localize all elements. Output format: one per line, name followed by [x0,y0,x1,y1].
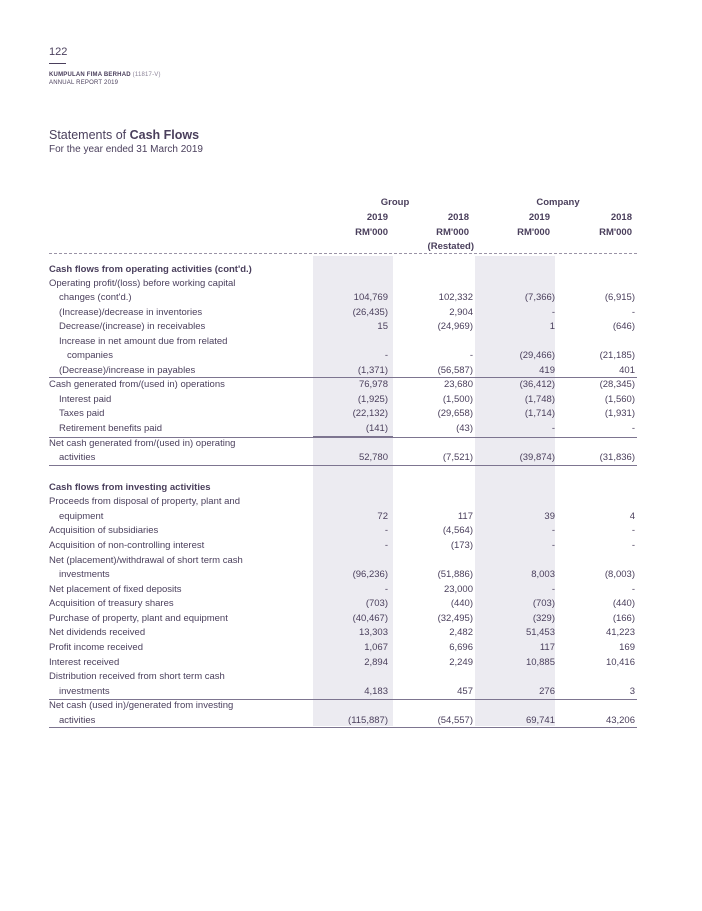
row-value: (32,495) [437,613,473,624]
row-label: Proceeds from disposal of property, plant and [49,496,240,507]
row-value: 10,885 [525,657,555,668]
row-value: (7,521) [442,452,473,463]
row-label: (Decrease)/increase in payables [59,365,196,376]
year-header: 2018 [447,212,469,223]
row-value: 2,249 [449,657,473,668]
row-value: - [631,584,635,595]
row-label: Acquisition of non-controlling interest [49,540,205,551]
row-value: 117 [539,642,555,653]
row-value: 419 [539,365,555,376]
row-value: - [384,350,388,361]
row-label: Retirement benefits paid [59,423,162,434]
row-value: 13,303 [358,627,388,638]
table-rule [49,699,637,700]
row-value: (141) [365,423,388,434]
row-value: (28,345) [599,379,635,390]
row-value: 169 [619,642,635,653]
row-value: (4,564) [442,525,473,536]
row-label: Increase in net amount due from related [59,336,228,347]
row-label: Acquisition of subsidiaries [49,525,159,536]
row-value: - [631,525,635,536]
unit-header: RM'000 [517,227,550,238]
row-value: 4,183 [364,686,388,697]
row-value: - [469,350,473,361]
row-value: (440) [450,598,473,609]
row-label: investments [59,569,110,580]
report-header [49,71,161,87]
page-subtitle: For the year ended 31 March 2019 [49,144,203,155]
row-label: Profit income received [49,642,143,653]
row-value: (8,003) [604,569,635,580]
row-value: 276 [539,686,555,697]
row-value: 117 [457,511,473,522]
row-label: activities [59,715,96,726]
page-title [49,128,199,142]
row-value: - [551,423,555,434]
row-label: Interest received [49,657,120,668]
page-number-rule [49,63,66,64]
row-value: 1,067 [364,642,388,653]
row-value: (1,371) [357,365,388,376]
row-label: Net placement of fixed deposits [49,584,182,595]
table-rule [49,465,637,466]
row-value: (21,185) [599,350,635,361]
row-value: 104,769 [353,292,388,303]
row-label: Purchase of property, plant and equipment [49,613,228,624]
row-value: 15 [377,321,388,332]
row-value: (29,466) [519,350,555,361]
row-value: 4 [629,511,635,522]
row-value: (39,874) [519,452,555,463]
row-label: Net dividends received [49,627,146,638]
row-value: (703) [532,598,555,609]
row-value: (703) [365,598,388,609]
row-value: (29,658) [437,408,473,419]
row-value: 72 [377,511,388,522]
row-value: (22,132) [352,408,388,419]
restated-note: (Restated) [427,241,474,252]
row-value: - [551,540,555,551]
row-label: Decrease/(increase) in receivables [59,321,206,332]
row-value: 39 [544,511,555,522]
row-label: companies [67,350,113,361]
row-value: (36,412) [519,379,555,390]
row-value: 52,780 [358,452,388,463]
row-label: Distribution received from short term cash [49,671,225,682]
row-value: (1,560) [604,394,635,405]
row-value: 76,978 [358,379,388,390]
row-value: (166) [612,613,635,624]
row-value: - [551,584,555,595]
row-value: (54,557) [437,715,473,726]
row-value: (1,931) [604,408,635,419]
table-rule [313,436,393,437]
row-value: (1,925) [357,394,388,405]
row-value: (26,435) [352,307,388,318]
row-label: (Increase)/decrease in inventories [59,307,203,318]
row-label: activities [59,452,96,463]
row-label: Net cash generated from/(used in) operating [49,438,236,449]
report-name: ANNUAL REPORT 2019 [49,80,119,86]
row-value: (31,836) [599,452,635,463]
row-value: 457 [457,686,473,697]
row-value: 23,000 [443,584,473,595]
row-value: 3 [629,686,635,697]
row-value: - [384,584,388,595]
row-label: Cash flows from operating activities (cont'd.) [49,264,252,275]
row-value: (1,714) [524,408,555,419]
row-label: Acquisition of treasury shares [49,598,174,609]
row-value: - [631,307,635,318]
page-number: 122 [49,46,68,58]
row-label: Cash generated from/(used in) operations [49,379,225,390]
row-value: 51,453 [525,627,555,638]
row-value: 1 [549,321,555,332]
row-value: 2,894 [364,657,388,668]
row-label: Taxes paid [59,408,105,419]
row-value: 2,482 [449,627,473,638]
row-value: 41,223 [605,627,635,638]
row-label: Net cash (used in)/generated from investing [49,700,234,711]
row-value: 10,416 [605,657,635,668]
row-value: (51,886) [437,569,473,580]
row-label: equipment [59,511,104,522]
row-label: investments [59,686,110,697]
year-header: 2018 [610,212,632,223]
row-value: - [384,540,388,551]
row-value: (6,915) [604,292,635,303]
row-value: (646) [612,321,635,332]
row-label: Operating profit/(loss) before working capital [49,278,236,289]
row-value: (43) [456,423,473,434]
row-label: Interest paid [59,394,112,405]
row-value: (24,969) [437,321,473,332]
row-value: - [384,525,388,536]
year-header: 2019 [528,212,550,223]
row-value: (115,887) [348,715,388,726]
unit-header: RM'000 [599,227,632,238]
company-header: Company [536,197,580,208]
title-light: Statements of [49,128,130,142]
group-header: Group [380,197,410,208]
row-value: 69,741 [525,715,555,726]
row-value: 401 [619,365,635,376]
row-label: changes (cont'd.) [59,292,132,303]
row-value: (7,366) [524,292,555,303]
table-rule [49,727,637,728]
row-value: - [631,423,635,434]
row-label: Cash flows from investing activities [49,482,211,493]
row-value: - [551,525,555,536]
row-value: (1,748) [524,394,555,405]
row-value: 43,206 [605,715,635,726]
row-value: - [631,540,635,551]
unit-header: RM'000 [436,227,469,238]
row-value: 6,696 [449,642,473,653]
row-value: (440) [612,598,635,609]
row-value: - [551,307,555,318]
row-value: (329) [532,613,555,624]
row-value: (56,587) [437,365,473,376]
table-rule [49,437,637,438]
year-header: 2019 [366,212,388,223]
table-rule [49,377,637,378]
row-value: (40,467) [352,613,388,624]
company-registration: (11817-V) [132,72,161,78]
row-value: (96,236) [352,569,388,580]
company-name: KUMPULAN FIMA BERHAD [49,72,131,78]
row-label: Net (placement)/withdrawal of short term cash [49,555,243,566]
title-bold: Cash Flows [129,128,200,142]
unit-header: RM'000 [355,227,388,238]
row-value: 8,003 [531,569,555,580]
row-value: (1,500) [442,394,473,405]
row-value: 23,680 [443,379,473,390]
row-value: (173) [450,540,473,551]
row-value: 102,332 [438,292,473,303]
header-divider [49,253,637,254]
row-value: 2,904 [449,307,473,318]
